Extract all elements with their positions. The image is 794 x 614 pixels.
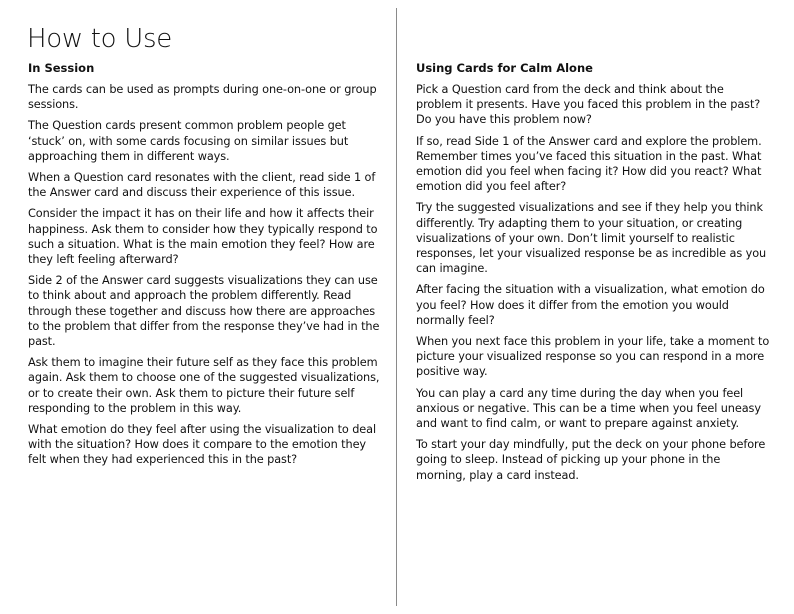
page-title: How to Use [27, 24, 172, 54]
paragraph: If so, read Side 1 of the Answer card and explore the problem. Remember times you’ve faced this situation in the past. What emotion did you feel when facing it? How did you react? What emotion did you feel after? [416, 134, 762, 194]
paragraph: You can play a card any time during the day when you feel anxious or negative. This can be a time when you feel uneasy and want to find calm, or want to prepare against anxiety. [416, 386, 761, 431]
paragraph: The Question cards present common problem people get ‘stuck’ on, with some cards focusing on similar issues but approaching them in different ways. [28, 119, 349, 163]
column-divider [396, 8, 397, 606]
paragraph: Side 2 of the Answer card suggests visualizations they can use to think about and approach the problem differently. Read through these together and discuss how there are approaches to the problem that differ from the response they’ve had in the past. [28, 274, 380, 349]
paragraph: To start your day mindfully, put the deck on your phone before going to sleep. Instead of picking up your phone in the morning, play a card instead. [416, 438, 766, 482]
paragraph: Consider the impact it has on their life and how it affects their happiness. Ask them to consider how they typically respond to such a situation. What is the main emotion they feel? How are they left feeling afterward? [28, 207, 378, 267]
section-heading-calm-alone: Using Cards for Calm Alone [416, 61, 593, 75]
right-column [416, 61, 772, 489]
paragraph: What emotion do they feel after using the visualization to deal with the situation? How does it compare to the emotion they felt when they had experienced this in the past? [28, 423, 376, 467]
left-column [28, 61, 384, 474]
paragraph: The cards can be used as prompts during one-on-one or group sessions. [28, 83, 377, 112]
paragraph: Pick a Question card from the deck and think about the problem it presents. Have you faced this problem in the past? Do you have this problem now? [416, 83, 761, 127]
paragraph: When a Question card resonates with the client, read side 1 of the Answer card and discuss their experience of this issue. [28, 171, 376, 200]
section-heading-in-session: In Session [28, 61, 95, 75]
paragraph: When you next face this problem in your life, take a moment to picture your visualized response so you can respond in a more positive way. [416, 335, 770, 379]
paragraph: After facing the situation with a visualization, what emotion do you feel? How does it differ from the emotion you would normally feel? [416, 283, 765, 327]
paragraph: Ask them to imagine their future self as they face this problem again. Ask them to choose one of the suggested visualizations, or to create their own. Ask them to picture their future self responding to the problem in this way. [28, 356, 380, 415]
paragraph: Try the suggested visualizations and see if they help you think differently. Try adapting them to your situation, or creating visualizations of your own. Don’t limit yourself to realistic responses, let your visualized response be as incredible as you can imagine. [416, 201, 767, 276]
